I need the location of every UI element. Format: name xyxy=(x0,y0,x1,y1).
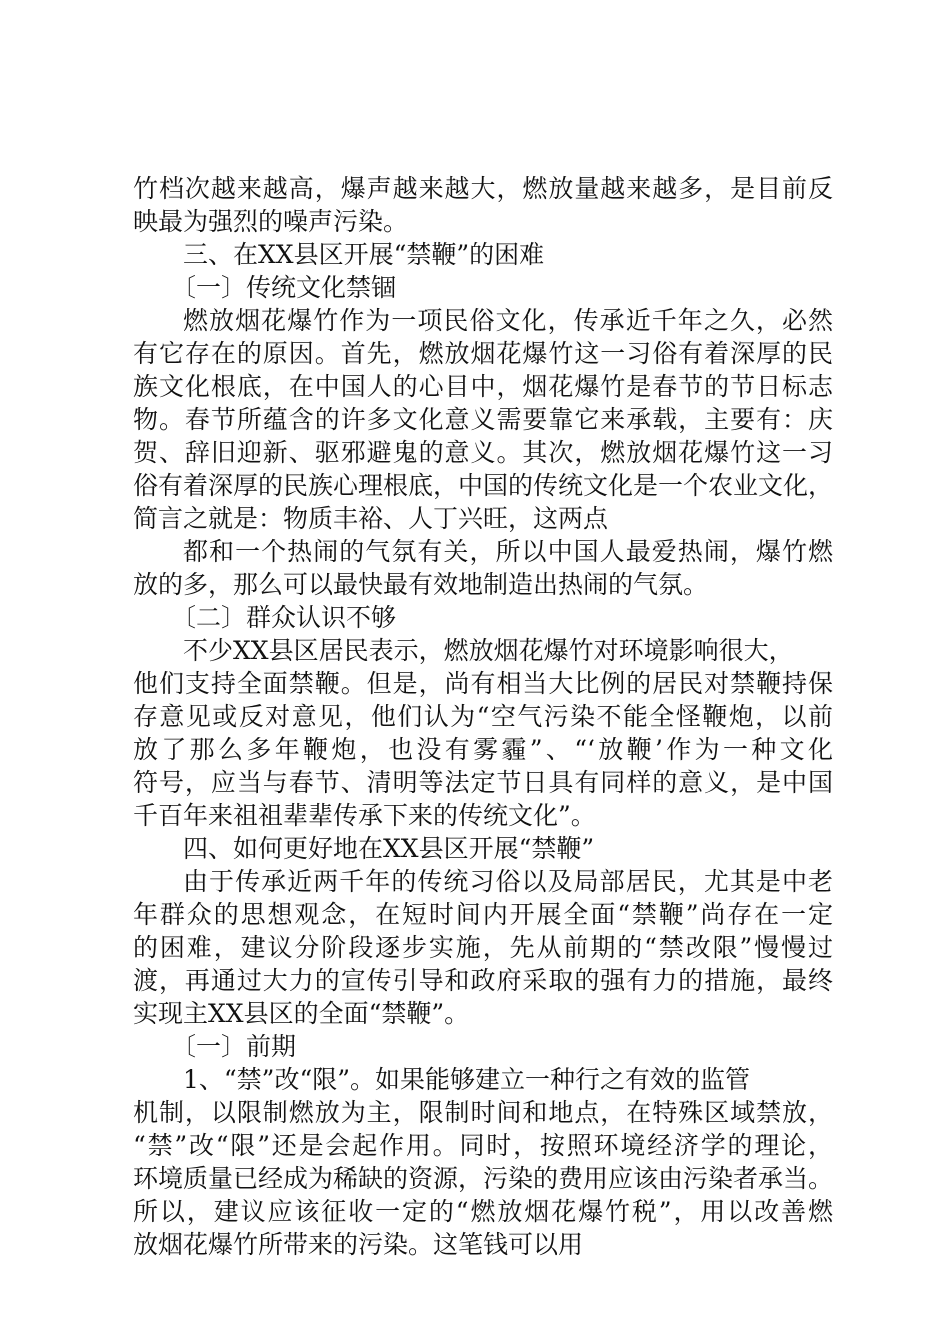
text-line: 族文化根底，在中国人的心目中，烟花爆竹是春节的节日标志 xyxy=(133,372,833,401)
document-body xyxy=(133,172,833,1261)
text-line: 放了那么多年鞭炮，也没有雾霾”、“‘放鞭’作为一种文化 xyxy=(133,735,833,764)
text-line: 存意见或反对意见，他们认为“空气污染不能全怪鞭炮，以前 xyxy=(133,702,833,731)
text-line: 简言之就是：物质丰裕、人丁兴旺，这两点 xyxy=(133,504,609,533)
subsection-heading: 〔一〕前期 xyxy=(171,1032,297,1061)
subsection-heading: 〔一〕传统文化禁锢 xyxy=(171,273,397,302)
text-line: 竹档次越来越高，爆声越来越大，燃放量越来越多，是目前反 xyxy=(133,174,833,203)
text-line: 年群众的思想观念，在短时间内开展全面“禁鞭”尚存在一定 xyxy=(133,900,833,929)
text-line: 千百年来祖祖辈辈传承下来的传统文化”。 xyxy=(133,801,596,830)
text-line: 不少XX县区居民表示，燃放烟花爆竹对环境影响很大， xyxy=(183,636,794,665)
text-line: 渡，再通过大力的宣传引导和政府采取的强有力的措施，最终 xyxy=(133,966,833,995)
text-line: 环境质量已经成为稀缺的资源，污染的费用应该由污染者承当。 xyxy=(133,1164,834,1193)
text-line: 他们支持全面禁鞭。但是，尚有相当大比例的居民对禁鞭持保 xyxy=(133,669,833,698)
text-line: 燃放烟花爆竹作为一项民俗文化，传承近千年之久，必然 xyxy=(183,306,833,335)
text-line: 映最为强烈的噪声污染。 xyxy=(133,207,409,236)
text-line: 放的多，那么可以最快最有效地制造出热闹的气氛。 xyxy=(133,570,709,599)
subsection-heading: 〔二〕群众认识不够 xyxy=(171,603,397,632)
text-line: 所以，建议应该征收一定的“燃放烟花爆竹税”，用以改善燃 xyxy=(133,1197,833,1226)
text-line: 机制，以限制燃放为主，限制时间和地点，在特殊区域禁放， xyxy=(133,1098,833,1127)
text-line: 物。春节所蕴含的许多文化意义需要靠它来承载，主要有：庆 xyxy=(133,405,833,434)
text-line: 有它存在的原因。首先，燃放烟花爆竹这一习俗有着深厚的民 xyxy=(133,339,833,368)
text-line: 放烟花爆竹所带来的污染。这笔钱可以用 xyxy=(133,1230,584,1259)
text-line: 由于传承近两千年的传统习俗以及局部居民，尤其是中老 xyxy=(183,867,833,896)
text-line: 1、“禁”改“限”。如果能够建立一种行之有效的监管 xyxy=(183,1065,751,1094)
section-heading: 四、如何更好地在XX县区开展“禁鞭” xyxy=(183,834,595,863)
section-heading: 三、在XX县区开展“禁鞭”的困难 xyxy=(183,240,545,269)
text-line: 贺、辞旧迎新、驱邪避鬼的意义。其次，燃放烟花爆竹这一习 xyxy=(133,438,833,467)
text-line: “禁”改“限”还是会起作用。同时，按照环境经济学的理论， xyxy=(133,1131,833,1160)
text-line: 都和一个热闹的气氛有关，所以中国人最爱热闹，爆竹燃 xyxy=(183,537,833,566)
text-line: 实现主XX县区的全面“禁鞭”。 xyxy=(133,999,470,1028)
text-line: 的困难，建议分阶段逐步实施，先从前期的“禁改限”慢慢过 xyxy=(133,933,833,962)
text-line: 符号，应当与春节、清明等法定节日具有同样的意义，是中国 xyxy=(133,768,833,797)
text-line: 俗有着深厚的民族心理根底，中国的传统文化是一个农业文化， xyxy=(133,471,834,500)
